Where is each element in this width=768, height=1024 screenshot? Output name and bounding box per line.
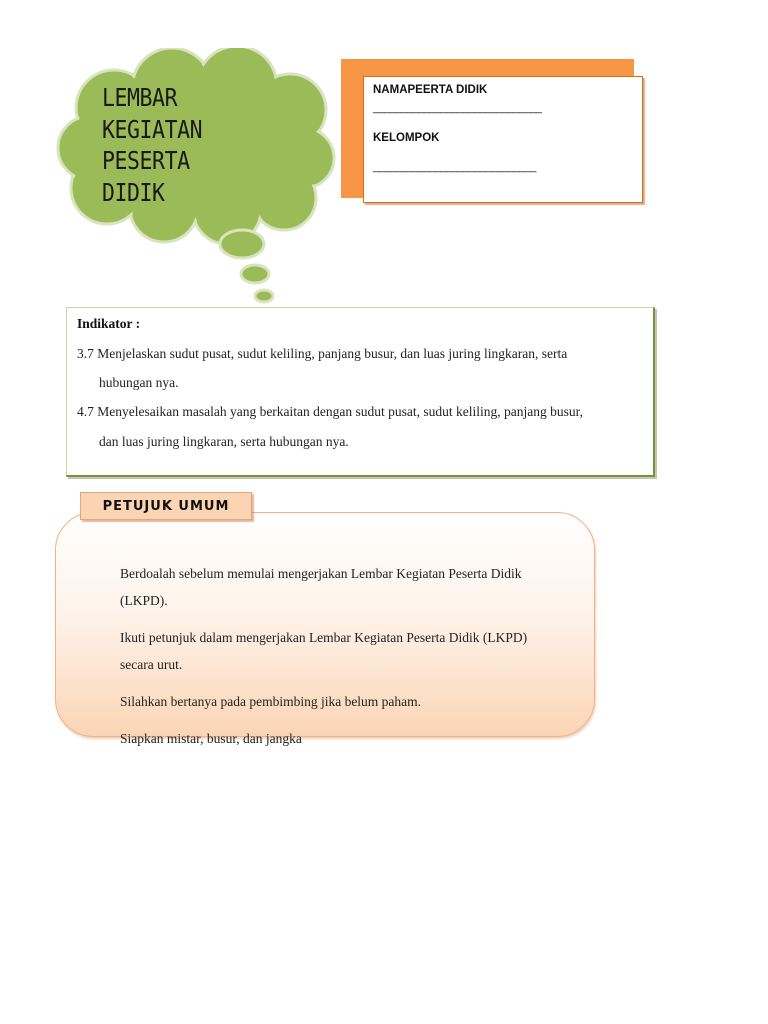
title-line: PESERTA [102,146,190,175]
title-line: KEGIATAN [102,114,203,144]
title-line: LEMBAR [102,83,178,112]
instruction-line: Ikuti petunjuk dalam mengerjakan Lembar Kegiatan Peserta Didik (LKPD) [120,630,528,645]
student-name-field[interactable]: ______________________________ [373,102,542,114]
instruction-line: Silahkan bertanya pada pembimbing jika belum paham. [120,694,422,709]
group-label: KELOMPOK [373,132,440,144]
instructions-title: PETUJUK UMUM [102,498,230,514]
instruction-line: secara urut. [120,657,183,672]
title-line: DIDIK [102,177,165,207]
indicator-line: 4.7 Menyelesaikan masalah yang berkaitan dengan sudut pusat, sudut keliling, panjang busur, [77,404,583,419]
instruction-line: Siapkan mistar, busur, dan jangka [120,731,302,746]
worksheet-title [102,82,248,208]
instructions-tab [80,492,252,520]
indicator-line: 3.7 Menjelaskan sudut pusat, sudut keliling, panjang busur, dan luas juring lingkaran, serta [77,346,568,361]
identity-card [363,76,643,203]
indicator-line: dan luas juring lingkaran, serta hubungan nya. [99,434,349,449]
indicator-heading: Indikator : [77,316,141,331]
group-field[interactable]: _____________________________ [373,161,536,173]
student-name-label: NAMAPEERTA DIDIK [373,84,488,96]
instruction-line: Berdoalah sebelum memulai mengerjakan Lembar Kegiatan Peserta Didik [120,566,522,581]
instruction-line: (LKPD). [120,593,168,608]
indicator-box [66,307,655,477]
indicator-line: hubungan nya. [99,375,179,390]
